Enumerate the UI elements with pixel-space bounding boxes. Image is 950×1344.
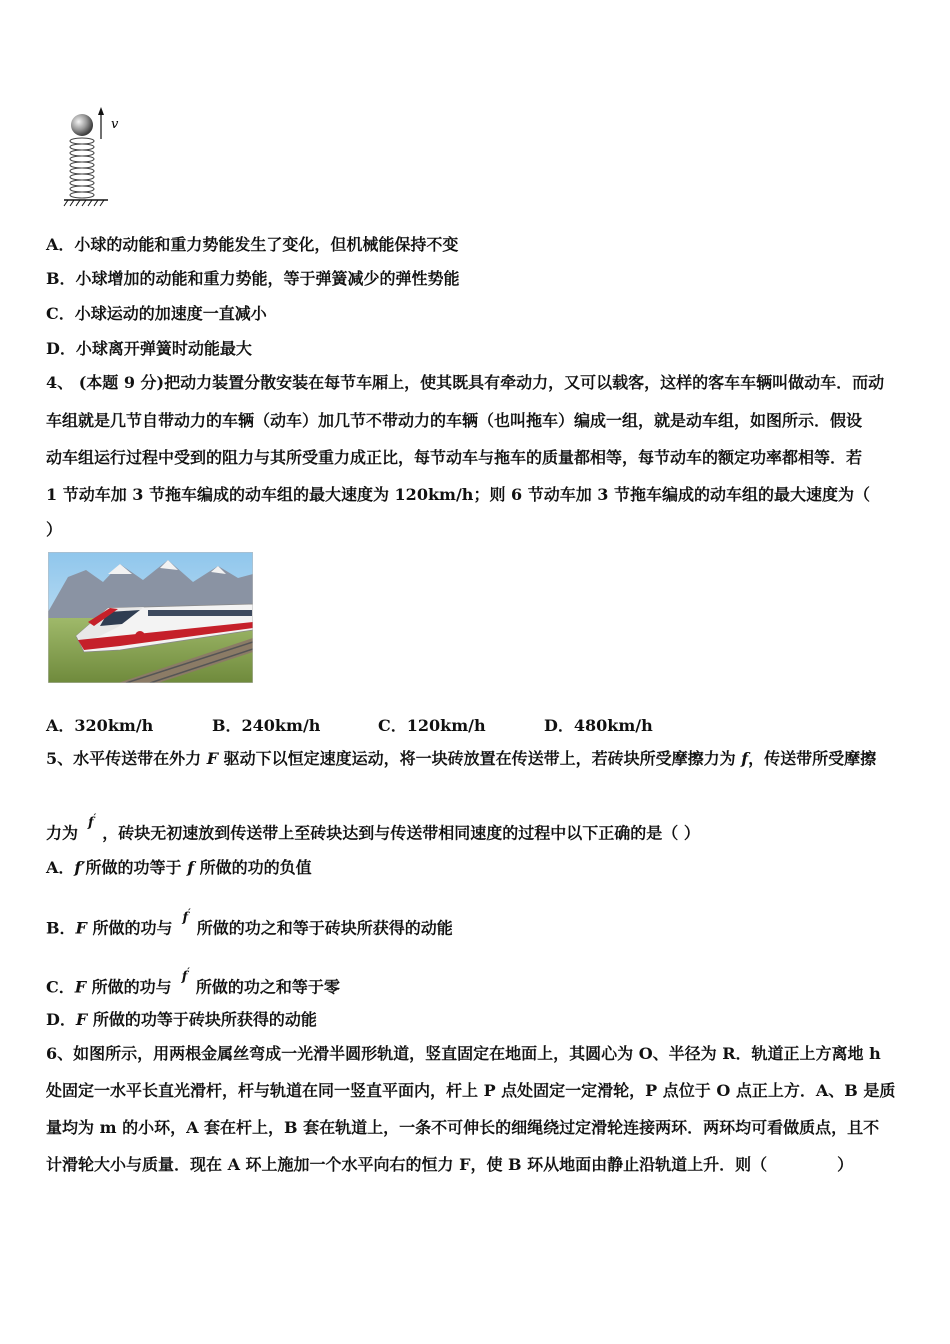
f-prime-symbol: f′ <box>181 967 190 985</box>
f-prime-symbol: f′ <box>182 908 191 926</box>
q4-line-1: 4、 (本题 9 分)把动力装置分散安装在每节车厢上，使其既具有牵动力，又可以载客，这样的客车车辆叫做动车．而动 <box>46 373 885 392</box>
q3-option-d: D．小球离开弹簧时动能最大 <box>46 339 252 358</box>
q4-option-d: D．480km/h <box>544 716 653 735</box>
q5-line-2: 力为f′，砖块无初速放到传送带上至砖块达到与传送带相同速度的过程中以下正确的是（ ） <box>46 808 700 844</box>
q3-option-c: C．小球运动的加速度一直减小 <box>46 304 267 323</box>
q4-line-4: 1 节动车加 3 节拖车编成的动车组的最大速度为 120km/h；则 6 节动车加 3 节拖车编成的动车组的最大速度为（ <box>46 485 870 504</box>
q4-option-b: B．240km/h <box>212 716 321 735</box>
q4-option-a: A．320km/h <box>46 716 154 735</box>
q4-line-2: 车组就是几节自带动力的车辆（动车）加几节不带动力的车辆（也叫拖车）编成一组，就是动车组，如图所示．假设 <box>46 411 863 430</box>
q3-option-a: A．小球的动能和重力势能发生了变化，但机械能保持不变 <box>46 235 459 254</box>
q6-line-3: 量均为 m 的小环，A 套在杆上，B 套在轨道上，一条不可伸长的细绳绕过定滑轮连接两环．两环均可看做质点，且不 <box>46 1118 880 1137</box>
q4-option-c: C．120km/h <box>378 716 486 735</box>
q5-option-a: A．f′所做的功等于 f 所做的功的负值 <box>46 858 312 877</box>
spring-ball-figure <box>60 105 130 215</box>
q4-options <box>46 713 906 736</box>
q5-option-c: C．F 所做的功与f′所做的功之和等于零 <box>46 962 340 998</box>
q6-line-4: 计滑轮大小与质量．现在 A 环上施加一个水平向右的恒力 F，使 B 环从地面由静止沿轨道上升．则（ ） <box>46 1155 854 1174</box>
spring <box>70 138 94 198</box>
q6-line-2: 处固定一水平长直光滑杆，杆与轨道在同一竖直平面内，杆上 P 点处固定一定滑轮，P 点位于 O 点正上方．A、B 是质 <box>46 1081 896 1100</box>
train-image <box>48 552 253 683</box>
velocity-arrow-icon <box>98 107 104 115</box>
q5-line-1: 5、水平传送带在外力 F 驱动下以恒定速度运动，将一块砖放置在传送带上，若砖块所受摩擦力为 f，传送带所受摩擦 <box>46 749 877 768</box>
velocity-label: v <box>111 117 119 132</box>
q3-option-b: B．小球增加的动能和重力势能，等于弹簧减少的弹性势能 <box>46 269 460 288</box>
q4-line-3: 动车组运行过程中受到的阻力与其所受重力成正比，每节动车与拖车的质量都相等，每节动车的额定功率都相等．若 <box>46 448 863 467</box>
f-prime-symbol: f′ <box>88 813 97 831</box>
q6-line-1: 6、如图所示，用两根金属丝弯成一光滑半圆形轨道，竖直固定在地面上，其圆心为 O、半径为 R．轨道正上方离地 h <box>46 1044 881 1063</box>
q5-option-d: D．F 所做的功等于砖块所获得的动能 <box>46 1010 317 1029</box>
q4-line-5: ） <box>46 520 63 539</box>
q5-option-b: B．F 所做的功与f′所做的功之和等于砖块所获得的动能 <box>46 903 453 939</box>
ball <box>71 114 93 136</box>
